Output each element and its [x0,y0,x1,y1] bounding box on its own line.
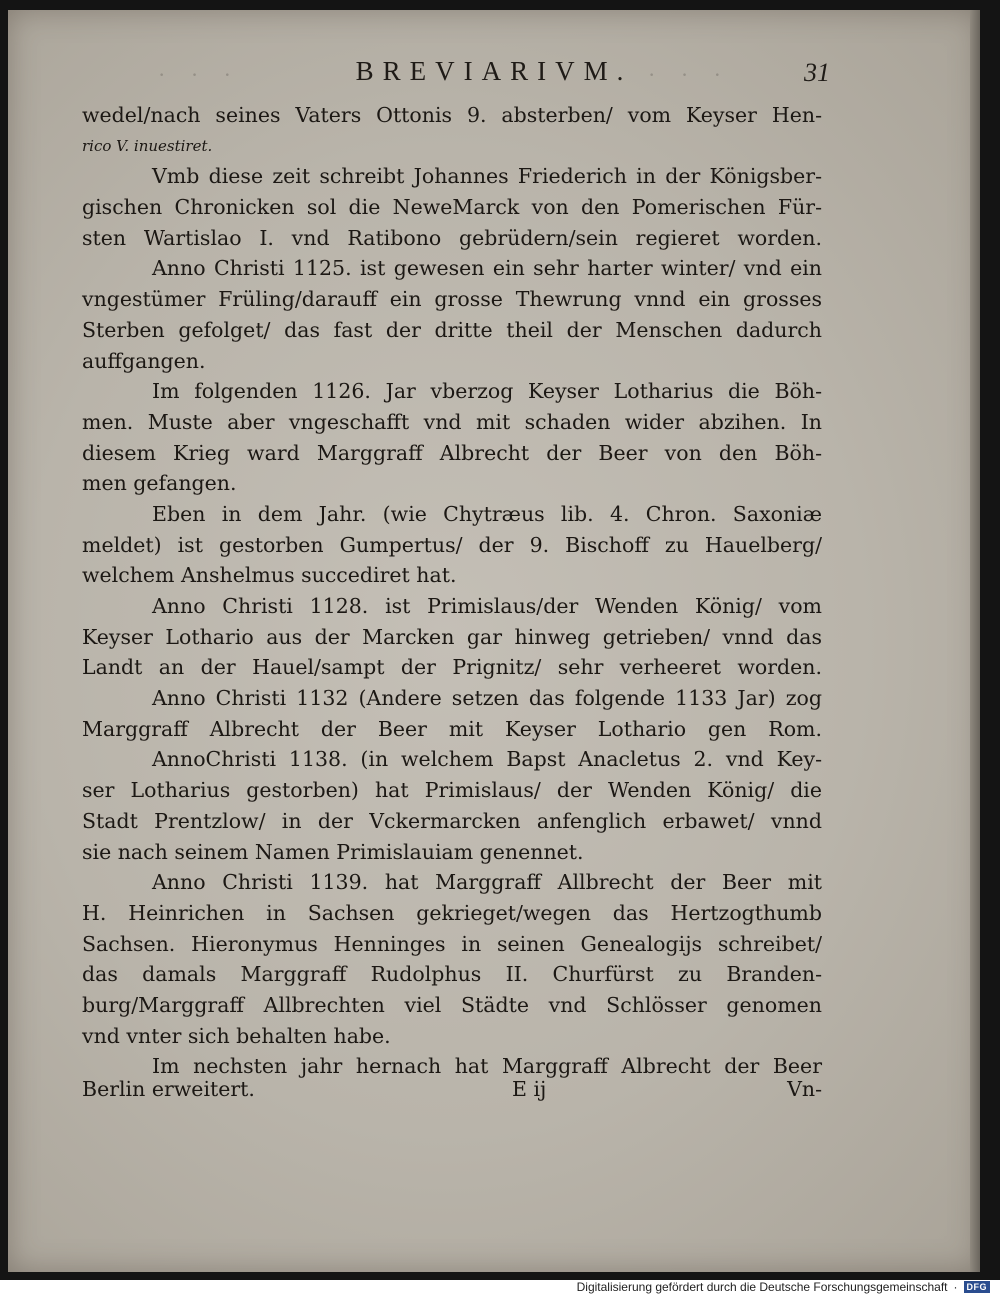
text-line: sten Wartislao I. vnd Ratibono gebrüdern/sein regieret worden. [82,225,822,250]
page-foot [82,1077,822,1111]
folio-number: 31 [804,58,830,87]
text-line: Keyser Lothario aus der Marcken gar hinweg getrieben/ vnnd das [82,624,822,649]
book-page [8,10,980,1272]
text-line: Sterben gefolget/ das fast der dritte theil der Menschen dadurch [82,317,822,342]
dfg-footer [577,1280,990,1294]
text-line: Landt an der Hauel/sampt der Prignitz/ sehr verheeret worden. [82,655,822,680]
text-line: welchem Anshelmus succediret hat. [82,563,457,588]
text-line: Sachsen. Hieronymus Henninges in seinen Genealogijs schreibet/ [82,931,822,956]
text-line: Anno Christi 1132 (Andere setzen das folgende 1133 Jar) zog [152,686,822,711]
text-line: meldet) ist gestorben Gumpertus/ der 9. Bischoff zu Hauelberg/ [82,532,822,557]
text-line: Vmb diese zeit schreibt Johannes Friederich in der Königsber- [152,164,822,189]
text-line: rico V. inuestiret. [82,136,213,155]
text-line: sie nach seinem Namen Primislauiam genennet. [82,839,584,864]
bleed-through-right: · · · [648,62,731,87]
text-line: diesem Krieg ward Marggraff Albrecht der Beer von den Böh- [82,440,822,465]
catchword: Vn- [787,1077,822,1101]
text-line: Anno Christi 1128. ist Primislaus/der Wenden König/ vom [152,594,822,618]
text-line: Im folgenden 1126. Jar vberzog Keyser Lotharius die Böh- [152,379,822,404]
text-line: AnnoChristi 1138. (in welchem Bapst Anacletus 2. vnd Key- [152,747,822,772]
text-line: burg/Marggraff Allbrechten viel Städte vnd Schlösser genomen [82,992,822,1017]
text-line: Stadt Prentzlow/ in der Vckermarcken anfenglich erbawet/ vnnd [82,808,822,833]
text-line: Marggraff Albrecht der Beer mit Keyser Lothario gen Rom. [82,716,822,741]
dfg-logo: DFG [964,1281,991,1293]
text-line: vngestümer Früling/darauff ein grosse Thewrung vnnd ein grosses [82,287,822,312]
separator-dot: · [953,1280,958,1294]
text-line: men gefangen. [82,471,237,496]
text-line: Eben in dem Jahr. (wie Chytræus lib. 4. Chron. Saxoniæ [152,501,822,526]
text-line: Anno Christi 1139. hat Marggraff Allbrecht der Beer mit [152,870,822,895]
text-line: gischen Chronicken sol die NeweMarck von den Pomerischen Für- [82,195,822,220]
text-line: ser Lotharius gestorben) hat Primislaus/ der Wenden König/ die [82,778,822,803]
text-line: men. Muste aber vngeschafft vnd mit schaden wider abzihen. In [82,409,822,434]
text-line: vnd vnter sich behalten habe. [82,1023,391,1048]
text-line: H. Heinrichen in Sachsen gekrieget/wegen das Hertzogthumb [82,900,822,925]
last-text-line: Berlin erweitert. [82,1077,255,1101]
funding-note: Digitalisierung gefördert durch die Deutsche Forschungsgemeinschaft [576,1280,948,1294]
text-line: wedel/nach seines Vaters Ottonis 9. absterben/ vom Keyser Hen- [82,103,822,127]
bleed-through-left: · · · [158,62,241,87]
text-line: auffgangen. [82,348,206,373]
text-line: Anno Christi 1125. ist gewesen ein sehr harter winter/ vnd ein [152,256,822,281]
body-text [82,100,822,1082]
text-line: Im nechsten jahr hernach hat Marggraff Albrecht der Beer [152,1054,822,1079]
text-line: das damals Marggraff Rudolphus II. Churfürst zu Branden- [82,962,822,987]
signature-mark: E ij [512,1077,547,1101]
running-head: BREVIARIVM. [355,56,633,86]
